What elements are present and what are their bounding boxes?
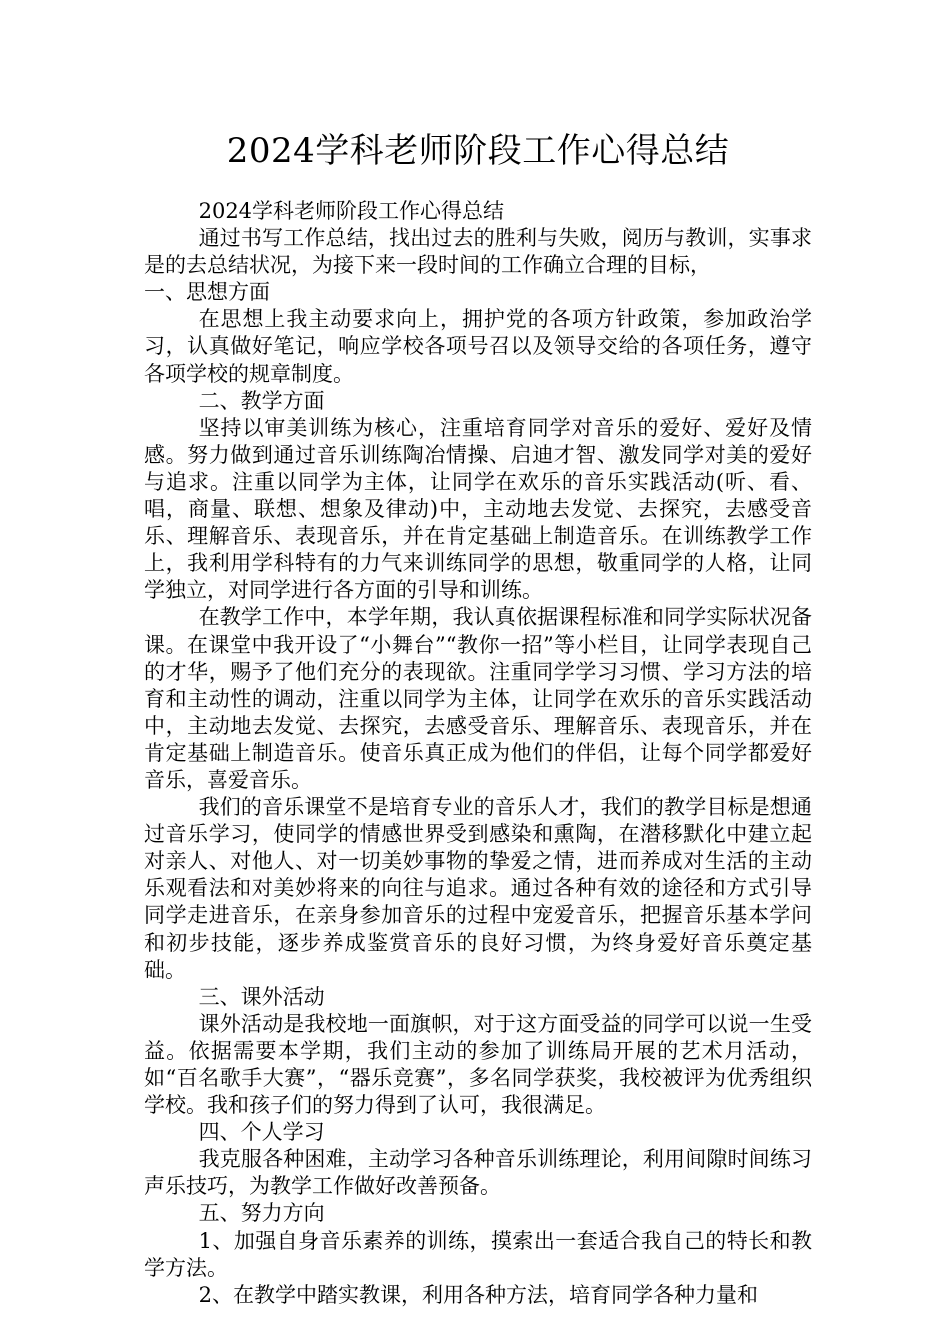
paragraph-extracurricular: 课外活动是我校地一面旗帜，对于这方面受益的同学可以说一生受益。依据需要本学期，我们主动的参加了训练局开展的艺术月活动，如“百名歌手大赛”，“器乐竞赛”，多名同学获奖，我校被评为优秀组织学校。我和孩子们的努力得到了认可，我很满足。: [144, 1011, 812, 1118]
section-heading-thought: 一、思想方面: [144, 280, 270, 305]
paragraph-teaching-3: 我们的音乐课堂不是培育专业的音乐人才，我们的教学目标是想通过音乐学习，使同学的情感世界受到感染和熏陶，在潜移默化中建立起对亲人、对他人、对一切美妙事物的挚爱之情，进而养成对生活的主动乐观看法和对美妙将来的向往与追求。通过各种有效的途径和方式引导同学走进音乐，在亲身参加音乐的过程中宠爱音乐，把握音乐基本学问和初步技能，逐步养成鉴赏音乐的良好习惯，为终身爱好音乐奠定基础。: [144, 795, 812, 982]
section-heading-teaching: 二、教学方面: [198, 388, 325, 413]
paragraph-personal-study: 我克服各种困难，主动学习各种音乐训练理论，利用间隙时间练习声乐技巧，为教学工作做好改善预备。: [144, 1147, 812, 1199]
document-page: [144, 128, 812, 1309]
paragraph-direction-1: 1、加强自身音乐素养的训练，摸索出一套适合我自己的特长和教学方法。: [144, 1228, 812, 1280]
paragraph-teaching-1: 坚持以审美训练为核心，注重培育同学对音乐的爱好、爱好及情感。努力做到通过音乐训练陶冶情操、启迪才智、激发同学对美的爱好与追求。注重以同学为主体，让同学在欢乐的音乐实践活动(听、看、唱，商量、联想、想象及律动)中，主动地去发觉、去探究，去感受音乐、理解音乐、表现音乐，并在肯定基础上制造音乐。在训练教学工作上，我利用学科特有的力气来训练同学的思想，敬重同学的人格，让同学独立，对同学进行各方面的引导和训练。: [144, 415, 812, 603]
paragraph-intro: 通过书写工作总结，找出过去的胜利与失败，阅历与教训，实事求是的去总结状况，为接下来一段时间的工作确立合理的目标，: [144, 226, 812, 278]
paragraph-thought: 在思想上我主动要求向上，拥护党的各项方针政策，参加政治学习，认真做好笔记，响应学校各项号召以及领导交给的各项任务，遵守各项学校的规章制度。: [144, 307, 812, 386]
paragraph-subtitle: 2024学科老师阶段工作心得总结: [198, 199, 505, 223]
section-heading-personal-study: 四、个人学习: [198, 1120, 325, 1145]
paragraph-teaching-2: 在教学工作中，本学年期，我认真依据课程标准和同学实际状况备课。在课堂中我开设了“小舞台”“教你一招”等小栏目，让同学表现自己的才华，赐予了他们充分的表现欲。注重同学学习习惯、学习方法的培育和主动性的调动，注重以同学为主体，让同学在欢乐的音乐实践活动中，主动地去发觉、去探究，去感受音乐、理解音乐、表现音乐，并在肯定基础上制造音乐。使音乐真正成为他们的伴侣，让每个同学都爱好音乐，喜爱音乐。: [144, 605, 812, 792]
section-heading-direction: 五、努力方向: [198, 1201, 325, 1226]
section-heading-extracurricular: 三、课外活动: [198, 984, 325, 1009]
document-title: 2024学科老师阶段工作心得总结: [226, 131, 730, 171]
paragraph-direction-2: 2、在教学中踏实教课，利用各种方法，培育同学各种力量和: [198, 1282, 758, 1307]
document-body: [144, 198, 812, 1309]
